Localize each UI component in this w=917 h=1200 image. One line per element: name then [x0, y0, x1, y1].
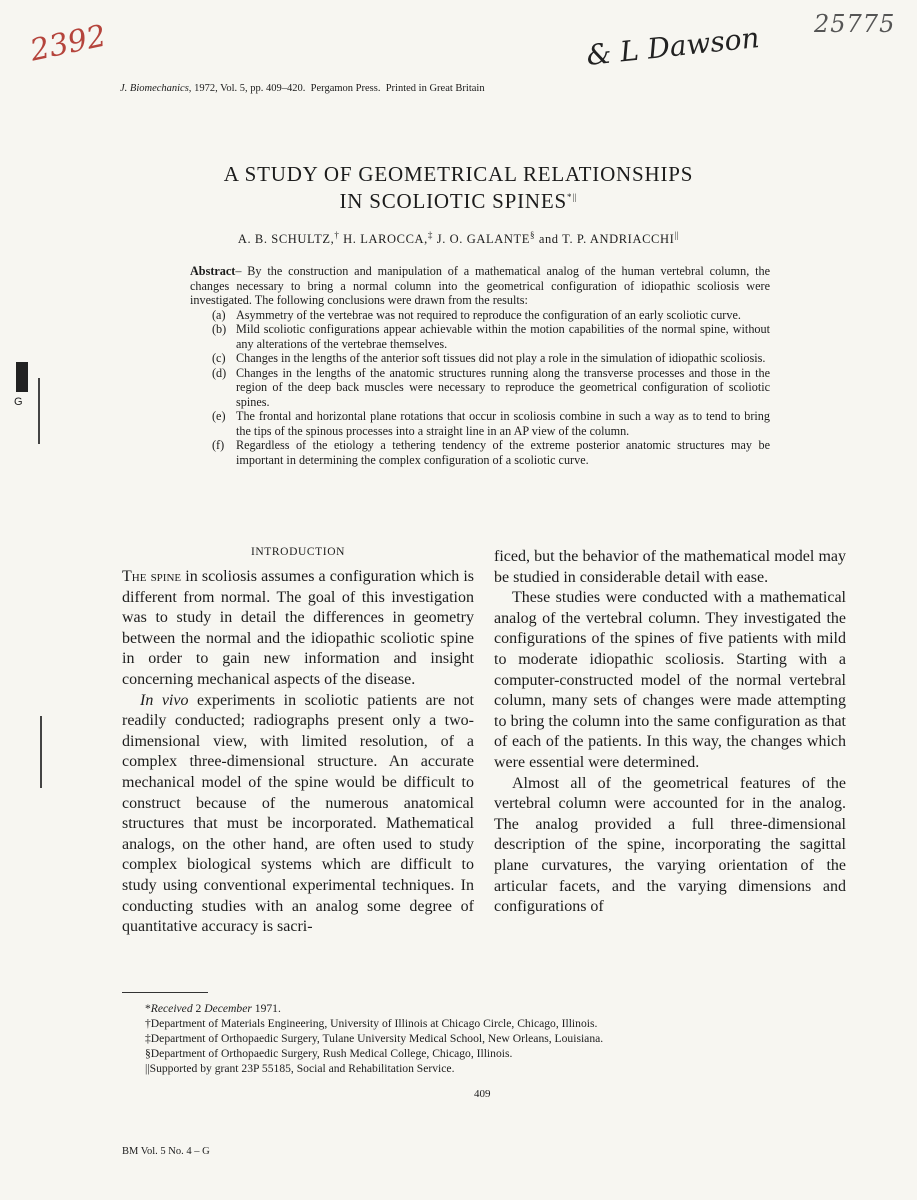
author-and: and — [538, 232, 559, 247]
conclusion-text: Mild scoliotic configurations appear achievable within the motion capabilities of the normal spine, without any alterations of the vertebrae themselves. — [236, 322, 770, 351]
journal-details: 1972, Vol. 5, pp. 409–420. — [194, 83, 306, 94]
abstract-intro-text: – By the construction and manipulation of a mathematical analog of the human vertebral column, the changes necessary to bring a normal column into the geometrical configuration of idiopathic scoliosis were investigated. The following conclusions were drawn from the results: — [190, 264, 770, 307]
conclusion-item — [190, 438, 770, 467]
author-2: H. LAROCCA, — [343, 232, 428, 247]
title-line-1: A STUDY OF GEOMETRICAL RELATIONSHIPS — [223, 162, 694, 186]
edge-tab-mark — [16, 362, 28, 392]
in-vivo-italic: In vivo — [140, 691, 189, 709]
footnotes — [145, 1001, 785, 1076]
footnote-mark: * — [145, 1002, 151, 1015]
footnote-affiliation-3: §Department of Orthopaedic Surgery, Rush Medical College, Chicago, Illinois. — [145, 1047, 513, 1060]
conclusion-label: (d) — [212, 365, 227, 380]
footnote-rule — [122, 992, 208, 993]
page-number: 409 — [474, 1088, 491, 1100]
conclusion-item — [190, 366, 770, 410]
footnote-affiliation-2: ‡Department of Orthopaedic Surgery, Tulane University Medical School, New Orleans, Louisiana. — [145, 1032, 604, 1045]
right-paragraph-2: These studies were conducted with a mathematical analog of the vertebral column. They investigated the configurations of the spines of five patients with mild to moderate idiopathic scoliosis. Starting with a computer-constructed model of the normal vertebral column, many sets of changes were made attempting to bring the column into the same configuration as that of each of the patients. In this way, the changes which were essential were determined. — [494, 589, 846, 771]
intro-lead-words: The spine — [122, 568, 182, 585]
author-list — [0, 230, 917, 247]
author-2-mark: ‡ — [427, 230, 434, 240]
conclusion-label: (b) — [212, 322, 227, 336]
conclusion-text: Asymmetry of the vertebrae was not required to reproduce the configuration of an early scoliotic curve. — [236, 307, 741, 322]
author-1: A. B. SCHULTZ, — [237, 232, 335, 247]
title-footnote-marks: *|| — [567, 192, 578, 202]
conclusion-item — [190, 351, 770, 366]
abstract-lead: Abstract — [190, 264, 236, 278]
abstract-intro — [190, 264, 770, 308]
conclusion-label: (c) — [212, 351, 226, 365]
handwritten-number-right: 25775 — [814, 10, 896, 38]
printed-in: Printed in Great Britain — [385, 83, 485, 94]
author-4-mark: || — [674, 230, 680, 240]
conclusion-item — [190, 322, 770, 351]
abstract-conclusions — [190, 308, 770, 468]
intro-paragraph-2 — [122, 691, 474, 938]
footnote-received — [145, 1001, 785, 1016]
conclusion-label: (f) — [212, 438, 225, 452]
footnote-received-year: 1971. — [251, 1002, 281, 1015]
abstract — [190, 264, 770, 467]
author-1-mark: † — [334, 230, 340, 240]
conclusion-text: Changes in the lengths of the anatomic structures running along the transverse processes and those in the region of the deep back muscles were necessary to reproduce the geometrical configuration of scoliotic spines. — [236, 365, 770, 409]
conclusion-text: Regardless of the etiology a tethering tendency of the extreme posterior anatomic structures may be important in determining the complex configuration of a scoliotic curve. — [236, 438, 770, 467]
right-paragraph-3: Almost all of the geometrical features of the vertebral column were accounted for in the analog. The analog provided a full three-dimensional description of the spine, incorporating the sagittal plane curvatures, the varying orientation of the articular facets, and the varying dimensions and configurations of — [494, 774, 846, 916]
edge-letter: G — [14, 396, 23, 408]
conclusion-label: (a) — [212, 307, 226, 322]
section-heading-introduction: INTRODUCTION — [250, 546, 346, 558]
conclusion-item — [190, 308, 770, 323]
intro-paragraph-1-text: in scoliosis assumes a configuration which is different from normal. The goal of this investigation was to study in detail the differences in geometry between the normal and the idiopathic scoliotic spine in order to gain new information and insight concerning mechanical aspects of the disease. — [122, 568, 475, 688]
conclusion-text: The frontal and horizontal plane rotations that occur in scoliosis combine in such a way as to tend to bring the tips of the spinous processes into a straight line in an AP view of the column. — [236, 409, 770, 438]
intro-paragraph-1 — [122, 567, 474, 691]
journal-citation — [120, 83, 485, 94]
footnote-received-month: December — [204, 1002, 252, 1015]
footnote-received-day: 2 — [192, 1002, 205, 1015]
title-line-2: IN SCOLIOTIC SPINES — [339, 189, 568, 213]
author-4: T. P. ANDRIACCHI — [562, 232, 675, 247]
handwritten-signature: & L Dawson — [584, 21, 761, 72]
paper-title — [0, 163, 917, 213]
right-paragraph-1: ficed, but the behavior of the mathematical model may be studied in considerable detail with ease. — [494, 548, 846, 586]
conclusion-label: (e) — [212, 409, 226, 423]
journal-name: J. Biomechanics, — [120, 83, 192, 94]
margin-line-lower — [40, 716, 42, 788]
author-3: J. O. GALANTE — [436, 232, 530, 247]
publisher: Pergamon Press. — [310, 83, 381, 94]
footnote-received-italic: Received — [150, 1002, 193, 1015]
footer-code: BM Vol. 5 No. 4 – G — [122, 1146, 210, 1157]
conclusion-text: Changes in the lengths of the anterior soft tissues did not play a role in the simulation of idiopathic scoliosis. — [236, 351, 766, 365]
conclusion-item — [190, 409, 770, 438]
handwritten-number-left: 2392 — [27, 18, 110, 69]
margin-line-upper — [38, 378, 40, 444]
intro-paragraph-2-text: experiments in scoliotic patients are not readily conducted; radiographs present only a two-dimensional view, with limited resolution, of a complex three-dimensional structure. An accurate mechanical model of the spine would be difficult to construct because of the numerous anatomical structures that must be incorporated. Mathematical analogs, on the other hand, are often used to study complex biological systems which are difficult to study using conventional experimental techniques. In conducting studies with an analog some degree of quantitative accuracy is sacri- — [122, 691, 474, 936]
author-3-mark: § — [529, 230, 536, 240]
body-column-left — [122, 567, 474, 938]
footnote-grant: ||Supported by grant 23P 55185, Social and Rehabilitation Service. — [145, 1062, 455, 1075]
footnote-affiliation-1: †Department of Materials Engineering, University of Illinois at Chicago Circle, Chicago, Illinois. — [145, 1017, 598, 1030]
body-column-right — [494, 547, 846, 918]
